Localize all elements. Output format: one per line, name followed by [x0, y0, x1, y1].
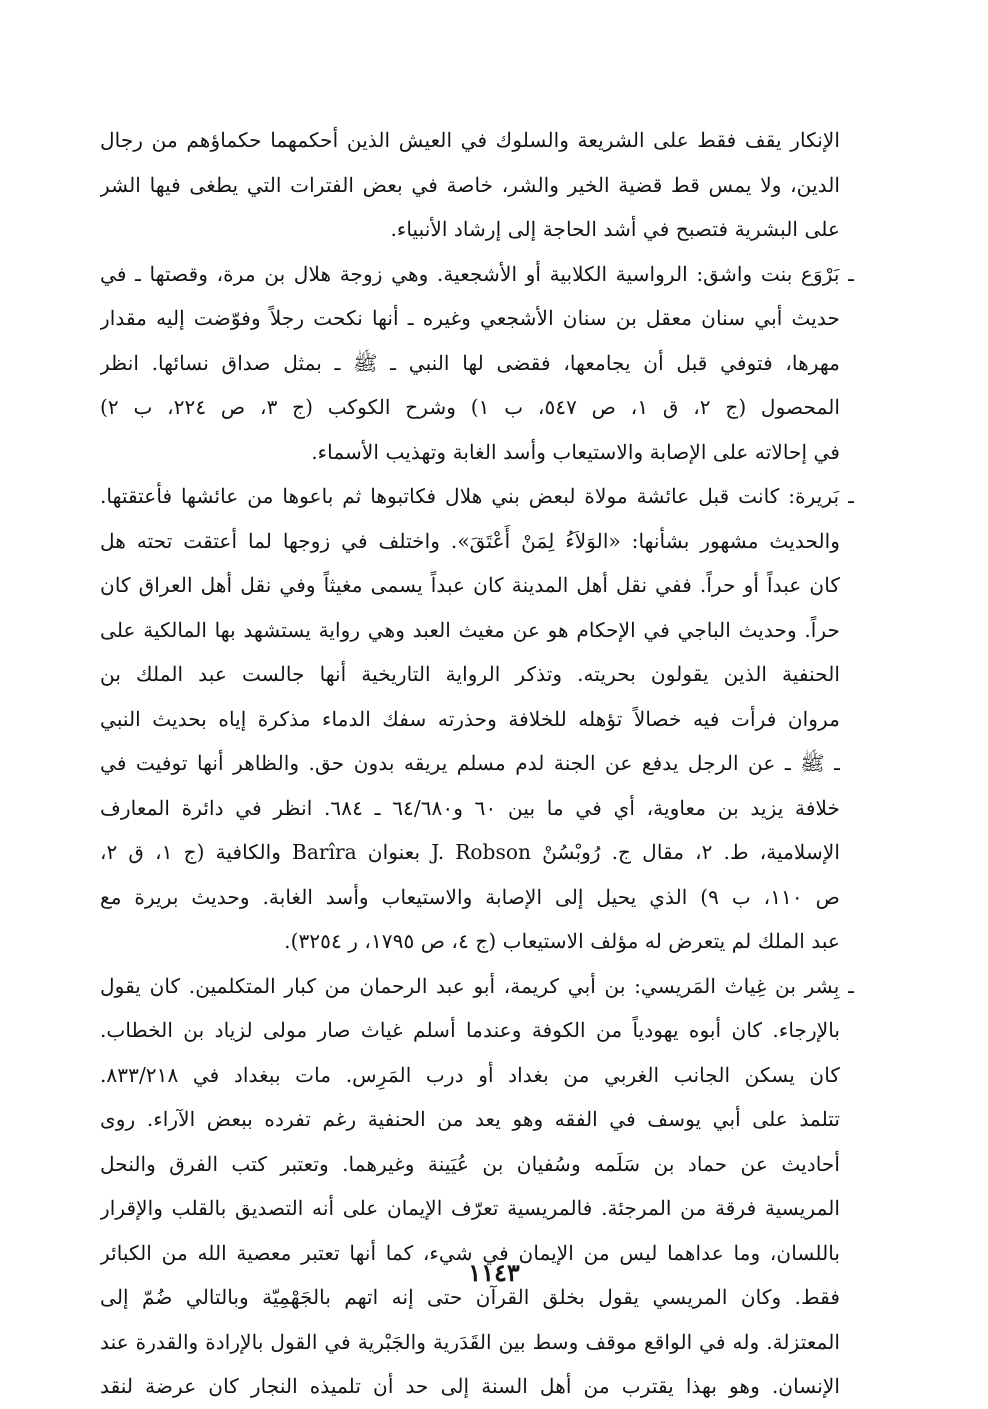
page-number: ١١٤٣ — [468, 1258, 520, 1287]
text-line: والحديث مشهور بشأنها: «الوَلاَءُ لِمَنْ أَعْتَقَ». واختلف في زوجها لما أعتقت تحته هل — [100, 528, 840, 553]
text-line: المعتزلة. وله في الواقع موقف وسط بين القَدَرية والجَبْرية في القول بالإرادة والقدرة عند — [100, 1329, 840, 1354]
body-text — [100, 118, 854, 1409]
text-line: في إحالاته على الإصابة والاستيعاب وأسد الغابة وتهذيب الأسماء. — [311, 439, 840, 464]
text-line: أحاديث عن حماد بن سَلَمه وسُفيان بن عُيَينة وغيرهما. وتعتبر كتب الفرق والنحل — [100, 1151, 840, 1176]
text-line: الحنفية الذين يقولون بحريته. وتذكر الرواية التاريخية أنها جالست عبد الملك بن — [100, 662, 840, 686]
entry-heading-line: ـ بِشر بن غِياث المَريسي: بن أبي كريمة، أبو عبد الرحمان من كبار المتكلمين. كان يقول — [100, 973, 854, 998]
text-line: المريسية فرقة من المرجئة. فالمريسية تعرّف الإيمان على أنه التصديق بالقلب والإقرار — [100, 1196, 840, 1220]
text-line: كان يسكن الجانب الغربي من بغداد أو درب المَرِس. مات ببغداد في ٨٣٣/٢١٨. — [100, 1062, 840, 1087]
text-line: الدين، ولا يمس قط قضية الخير والشر، خاصة في بعض الفترات التي يطغى فيها الشر — [100, 172, 840, 197]
text-line: حديث أبي سنان معقل بن سنان الأشجعي وغيره ـ أنها نكحت رجلاً وفوّضت إليه مقدار — [100, 306, 840, 330]
entry-heading-line: ـ بَريرة: كانت قبل عائشة مولاة لبعض بني هلال فكاتبوها ثم باعوها من عائشها فأعتقتها. — [100, 484, 854, 508]
text-line: الإسلامية، ط. ٢، مقال ج. رُوبْسُنْ J. Robson بعنوان Barîra والكافية (ج ١، ق ٢، — [100, 840, 840, 864]
text-line: مروان فرأت فيه خصالاً تؤهله للخلافة وحذرته سفك الدماء مذكرة إياه بحديث النبي — [100, 706, 840, 731]
text-line: باللسان، وما عداهما ليس من الإيمان في شيء، كما أنها تعتبر معصية الله من الكبائر — [100, 1240, 840, 1265]
text-line: عبد الملك لم يتعرض له مؤلف الاستيعاب (ج ٤، ص ١٧٩٥، ر ٣٢٥٤). — [284, 929, 840, 953]
text-line: مهرها، فتوفي قبل أن يجامعها، فقضى لها النبي ـ ﷺ ـ بمثل صداق نسائها. انظر — [100, 350, 840, 375]
text-line: كان عبداً أو حراً. ففي نقل أهل المدينة كان عبداً يسمى مغيثاً وفي نقل أهل العراق كان — [100, 573, 840, 597]
text-line: المحصول (ج ٢، ق ١، ص ٥٤٧، ب ١) وشرح الكوكب (ج ٣، ص ٢٢٤، ب ٢) — [100, 395, 840, 419]
text-line: ص ١١٠، ب ٩) الذي يحيل إلى الإصابة والاستيعاب وأسد الغابة. وحديث بريرة مع — [100, 884, 840, 909]
text-line: تتلمذ على أبي يوسف في الفقه وهو يعد من الحنفية رغم تفرده ببعض الآراء. روى — [100, 1107, 840, 1131]
text-line: فقط. وكان المريسي يقول بخلق القرآن حتى إنه اتهم بالجَهْمِيّة وبالتالي ضُمّ إلى — [100, 1285, 840, 1309]
text-line: خلافة يزيد بن معاوية، أي في ما بين ٦٠ و٦٤/٦٨٠ ـ ٦٨٤. انظر في دائرة المعارف — [100, 795, 840, 820]
text-line: على البشرية فتصبح في أشد الحاجة إلى إرشاد الأنبياء. — [390, 217, 840, 241]
text-line: ـ ﷺ ـ عن الرجل يدفع عن الجنة لدم مسلم يريقه بدون حق. والظاهر أنها توفيت في — [100, 751, 840, 775]
text-line: الإنسان. وهو بهذا يقترب من أهل السنة إلى حد أن تلميذه النجار كان عرضة لنقد — [100, 1374, 840, 1398]
text-line: حراً. وحديث الباجي في الإحكام هو عن مغيث العبد وهي رواية يستشهد بها المالكية على — [100, 617, 840, 642]
text-line: الإنكار يقف فقط على الشريعة والسلوك في العيش الذين أحكمهما حكماؤهم من رجال — [100, 128, 840, 152]
text-line: بالإرجاء. كان أبوه يهودياً من الكوفة وعندما أسلم غياث صار مولى لزياد بن الخطاب. — [100, 1018, 840, 1042]
entry-heading-line: ـ بَرْوَع بنت واشق: الرواسية الكلابية أو الأشجعية. وهي زوجة هلال بن مرة، وقصتها ـ في — [100, 261, 854, 286]
